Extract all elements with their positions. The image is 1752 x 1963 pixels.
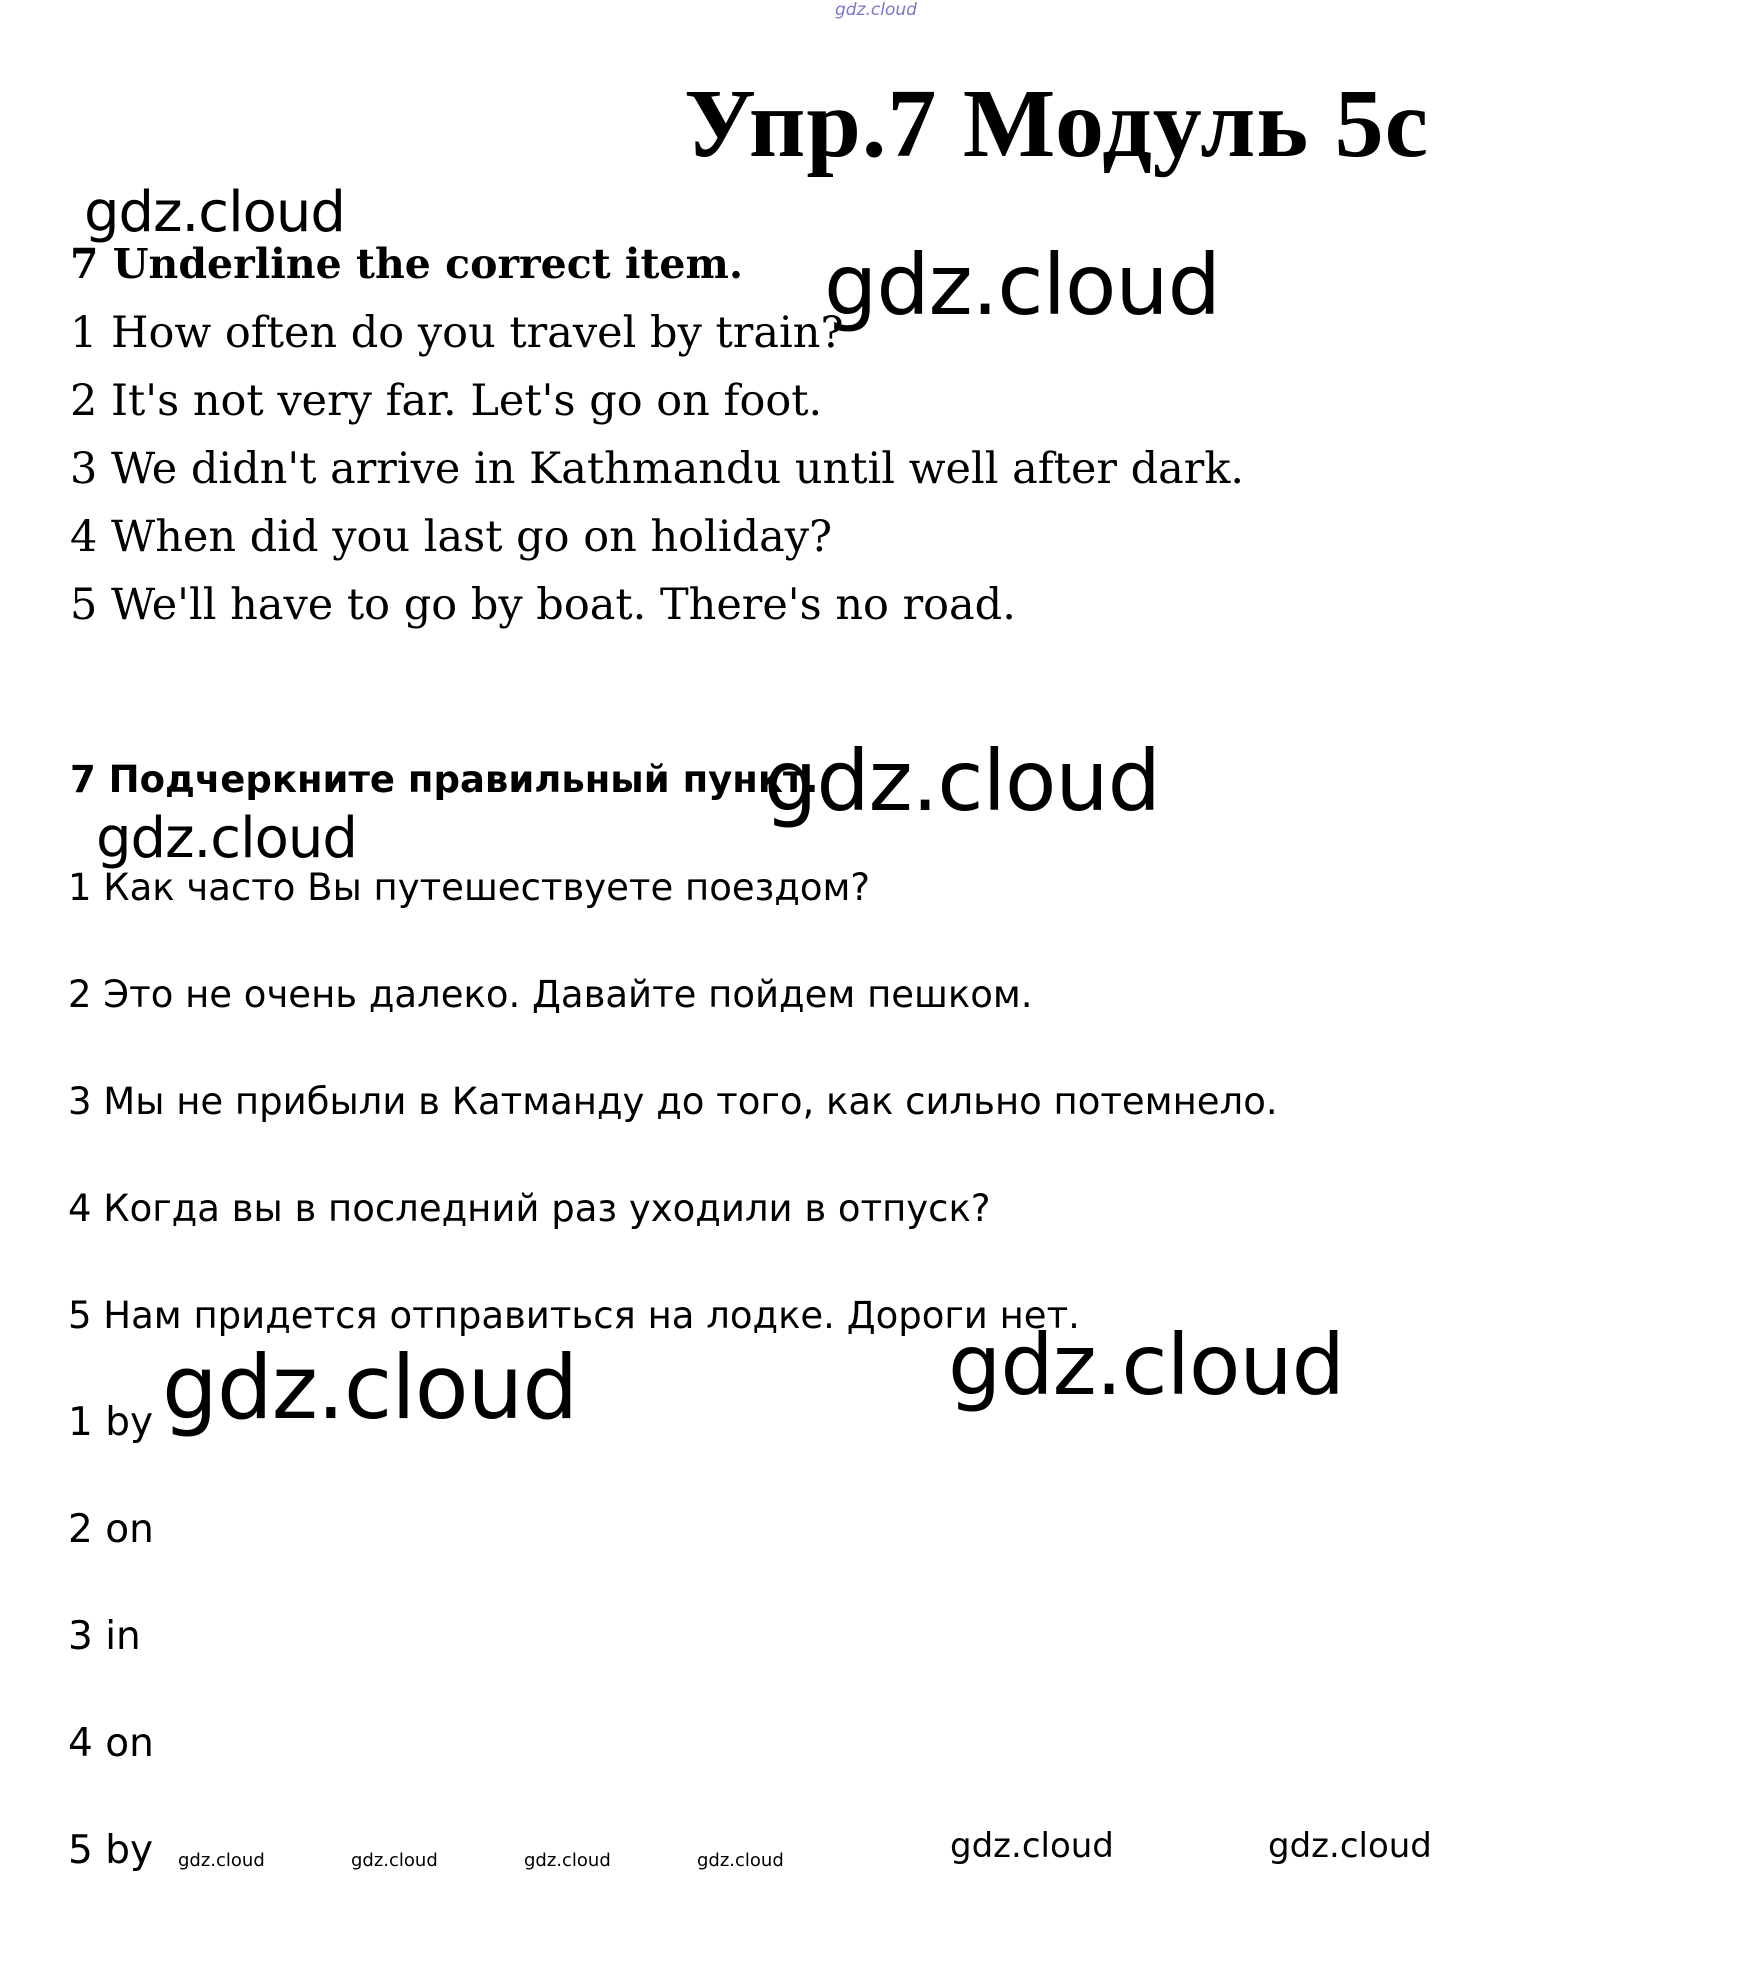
watermark: gdz.cloud xyxy=(162,1336,578,1439)
english-item-3: 3 We didn't arrive in Kathmandu until well after dark. xyxy=(70,444,1245,494)
russian-item-1: 1 Как часто Вы путешествуете поездом? xyxy=(68,866,871,909)
watermark: gdz.cloud xyxy=(948,1316,1344,1414)
page-title: Упр.7 Модуль 5с xyxy=(684,70,1430,178)
watermark: gdz.cloud xyxy=(178,1850,265,1871)
watermark: gdz.cloud xyxy=(1268,1826,1432,1866)
answer-3: 3 in xyxy=(68,1614,141,1659)
english-heading: 7 Underline the correct item. xyxy=(70,240,744,288)
watermark: gdz.cloud xyxy=(950,1826,1114,1866)
russian-heading: 7 Подчеркните правильный пункт. xyxy=(70,758,819,801)
watermark: gdz.cloud xyxy=(824,236,1220,334)
watermark: gdz.cloud xyxy=(96,806,357,871)
watermark-top: gdz.cloud xyxy=(835,0,917,20)
watermark: gdz.cloud xyxy=(524,1850,611,1871)
answer-1: 1 by xyxy=(68,1400,154,1445)
english-item-2: 2 It's not very far. Let's go on foot. xyxy=(70,376,823,426)
russian-item-2: 2 Это не очень далеко. Давайте пойдем пешком. xyxy=(68,973,1033,1016)
watermark: gdz.cloud xyxy=(84,180,345,245)
watermark: gdz.cloud xyxy=(764,732,1160,830)
russian-item-5: 5 Нам придется отправиться на лодке. Дороги нет. xyxy=(68,1294,1080,1337)
english-item-4: 4 When did you last go on holiday? xyxy=(70,512,833,562)
english-item-5: 5 We'll have to go by boat. There's no road. xyxy=(70,580,1016,630)
russian-item-3: 3 Мы не прибыли в Катманду до того, как сильно потемнело. xyxy=(68,1080,1278,1123)
russian-item-4: 4 Когда вы в последний раз уходили в отпуск? xyxy=(68,1187,991,1230)
english-item-1: 1 How often do you travel by train? xyxy=(70,308,844,358)
watermark: gdz.cloud xyxy=(697,1850,784,1871)
answer-2: 2 on xyxy=(68,1507,154,1552)
answer-5: 5 by xyxy=(68,1828,154,1873)
answer-4: 4 on xyxy=(68,1721,154,1766)
watermark: gdz.cloud xyxy=(351,1850,438,1871)
